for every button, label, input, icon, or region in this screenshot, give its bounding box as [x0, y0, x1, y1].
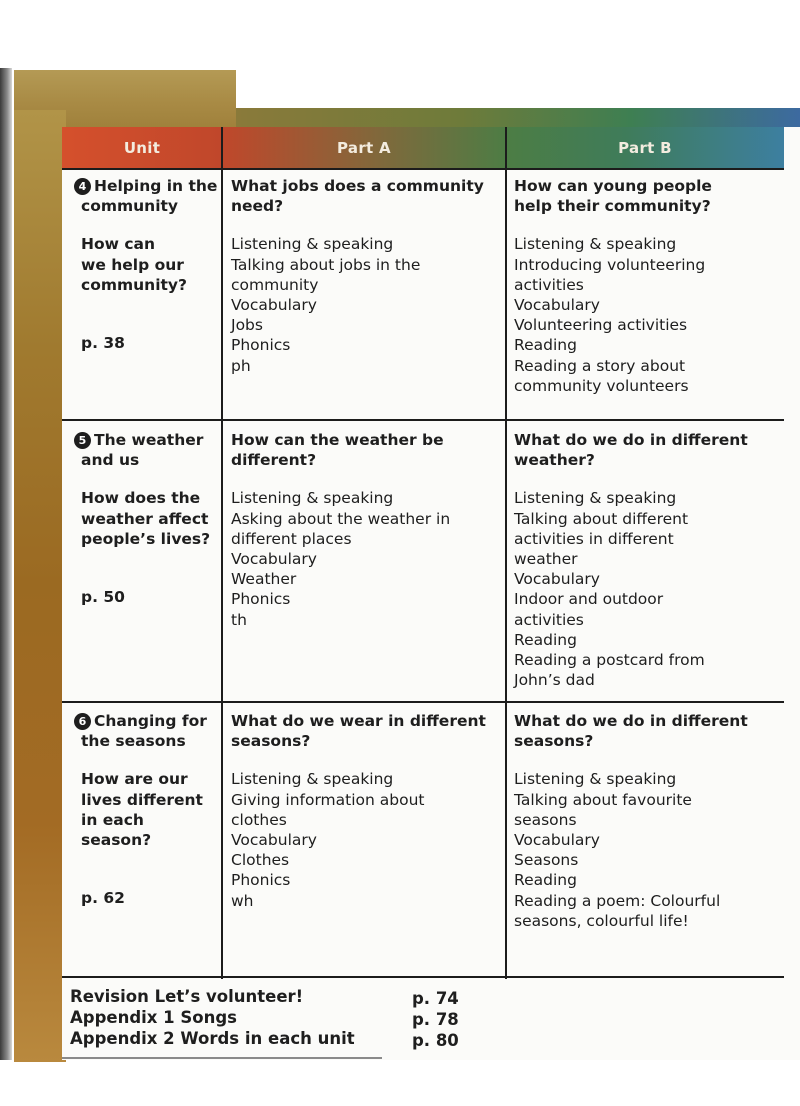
content-line: weather — [514, 550, 578, 569]
unit-page-number: p. 50 — [81, 588, 125, 607]
unit-question-line: season? — [81, 831, 152, 850]
unit-question-line: weather affect — [81, 509, 209, 528]
book-spine-shadow — [0, 68, 12, 1060]
content-line: Reading — [514, 871, 577, 890]
unit-title-line2: and us — [81, 451, 140, 470]
content-line: th — [231, 610, 247, 629]
content-line: Phonics — [231, 871, 291, 890]
content-line: John’s dad — [514, 671, 595, 690]
paper-background-left — [14, 110, 66, 1062]
part-question-line: How can the weather be — [231, 431, 444, 449]
unit-page-number: p. 38 — [81, 334, 125, 353]
content-line: Phonics — [231, 336, 291, 355]
part-question-line: different? — [231, 451, 317, 470]
content-line: Talking about favourite — [514, 790, 692, 809]
content-line: Reading a poem: Colourful — [514, 891, 721, 910]
content-line: Listening & speaking — [514, 489, 677, 508]
footer-labels — [70, 986, 355, 1049]
part-question-line: What do we wear in different — [231, 712, 486, 730]
header-part-a: Part A — [337, 139, 391, 157]
content-line: Giving information about — [231, 790, 425, 809]
content-line: different places — [231, 529, 352, 548]
footer-label-revision: Revision Let’s volunteer! — [70, 987, 304, 1006]
column-divider-2 — [505, 127, 507, 979]
content-line: Vocabulary — [514, 831, 600, 850]
part-question-line: seasons? — [231, 732, 311, 751]
content-line: Weather — [231, 570, 297, 589]
content-line: wh — [231, 891, 254, 910]
content-line: Jobs — [231, 316, 263, 335]
unit-question-line: How can — [81, 235, 156, 254]
row-divider-2 — [62, 701, 784, 703]
row-divider-3 — [62, 976, 784, 978]
content-line: Reading — [514, 630, 577, 649]
content-line: seasons, colourful life! — [514, 911, 689, 930]
content-line: Reading a postcard from — [514, 651, 705, 670]
part-b-cell-5 — [514, 430, 748, 690]
footer-page-appendix-2: p. 80 — [412, 1031, 459, 1050]
footer-rule — [62, 1057, 382, 1059]
content-line: Listening & speaking — [514, 235, 677, 254]
unit-title-line2: community — [81, 197, 179, 216]
part-question-line: need? — [231, 197, 284, 216]
content-line: activities — [514, 610, 584, 629]
content-line: seasons — [514, 810, 577, 829]
content-line: Reading — [514, 336, 577, 355]
content-line: Seasons — [514, 851, 579, 870]
part-question-line: What jobs does a community — [231, 177, 484, 195]
unit-number-badge: 5 — [74, 432, 91, 449]
part-question-line: How can young people — [514, 177, 712, 195]
table-header-row — [62, 127, 784, 169]
unit-cell-6 — [74, 711, 207, 908]
content-line: community — [231, 275, 319, 294]
content-line: Indoor and outdoor — [514, 590, 664, 609]
part-question-line: weather? — [514, 451, 595, 470]
part-a-cell-5 — [231, 430, 450, 630]
unit-cell-5 — [74, 430, 210, 607]
content-line: Listening & speaking — [231, 489, 394, 508]
unit-question-line: in each — [81, 810, 144, 829]
unit-question-line: people’s lives? — [81, 529, 211, 548]
content-line: Introducing volunteering — [514, 255, 706, 274]
content-line: Listening & speaking — [231, 235, 394, 254]
content-line: Vocabulary — [231, 550, 317, 569]
footer-pages — [412, 988, 459, 1051]
content-line: Reading a story about — [514, 356, 686, 375]
unit-title-line2: the seasons — [81, 732, 186, 751]
footer-page-appendix-1: p. 78 — [412, 1010, 459, 1029]
content-line: Listening & speaking — [231, 770, 394, 789]
unit-number-badge: 6 — [74, 713, 91, 730]
unit-title-line1: Helping in the — [94, 177, 218, 195]
unit-cell-4 — [74, 176, 217, 353]
unit-question-line: community? — [81, 275, 188, 294]
content-line: Talking about jobs in the — [231, 255, 421, 274]
content-line: Volunteering activities — [514, 316, 688, 335]
content-line: ph — [231, 356, 251, 375]
footer-page-revision: p. 74 — [412, 989, 459, 1008]
unit-title-line1: The weather — [94, 431, 204, 449]
content-line: Listening & speaking — [514, 770, 677, 789]
part-a-cell-4 — [231, 176, 484, 376]
part-b-cell-4 — [514, 176, 712, 396]
part-question-line: help their community? — [514, 197, 711, 216]
content-line: Vocabulary — [231, 296, 317, 315]
content-line: Talking about different — [514, 509, 689, 528]
content-line: activities — [514, 275, 584, 294]
unit-question-line: lives different — [81, 790, 203, 809]
content-line: community volunteers — [514, 376, 689, 395]
header-unit: Unit — [123, 139, 161, 157]
content-line: clothes — [231, 810, 287, 829]
unit-title-line1: Changing for — [94, 712, 207, 730]
unit-number-badge: 4 — [74, 178, 91, 195]
column-divider-1 — [221, 127, 223, 979]
part-question-line: seasons? — [514, 732, 594, 751]
unit-question-line: we help our — [81, 255, 184, 274]
content-line: activities in different — [514, 529, 674, 548]
content-line: Vocabulary — [231, 831, 317, 850]
unit-question-line: How are our — [81, 770, 188, 789]
part-question-line: What do we do in different — [514, 431, 748, 449]
row-divider-1 — [62, 419, 784, 421]
part-question-line: What do we do in different — [514, 712, 748, 730]
footer-label-appendix-1: Appendix 1 Songs — [70, 1008, 238, 1027]
footer-label-appendix-2: Appendix 2 Words in each unit — [70, 1029, 355, 1048]
part-b-cell-6 — [514, 711, 748, 931]
content-line: Phonics — [231, 590, 291, 609]
content-line: Asking about the weather in — [231, 509, 451, 528]
header-divider — [62, 168, 784, 170]
content-line: Vocabulary — [514, 570, 600, 589]
unit-page-number: p. 62 — [81, 889, 125, 908]
part-a-cell-6 — [231, 711, 486, 911]
header-part-b: Part B — [618, 139, 672, 157]
content-line: Clothes — [231, 851, 290, 870]
content-line: Vocabulary — [514, 296, 600, 315]
unit-question-line: How does the — [81, 489, 201, 508]
